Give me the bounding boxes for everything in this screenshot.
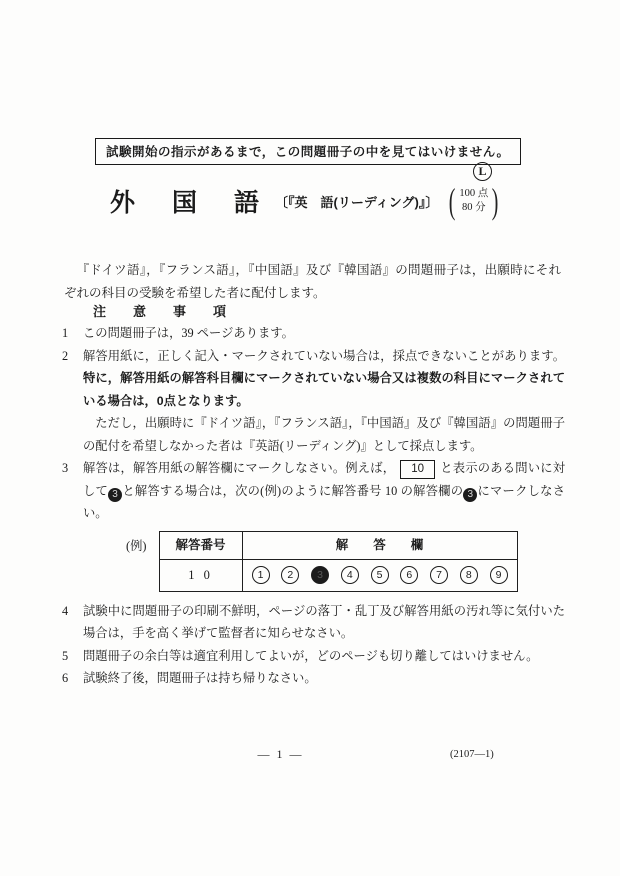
form-code: (2107—1): [450, 749, 494, 760]
answer-number-header: 解答番号: [159, 531, 242, 559]
note-3-seg4: にマークしなさい。: [83, 483, 565, 520]
note-3-seg3: と解答する場合は，次の(例)のように解答番号 10 の解答欄の: [122, 483, 464, 498]
exam-title: 外 国 語: [110, 189, 266, 217]
answer-option: 6: [400, 566, 418, 584]
score-points: 100 点: [459, 188, 489, 199]
note-2-supplement-text: ただし，出願時に『ドイツ語』，『フランス語』，『中国語』及び『韓国語』の問題冊子の配付を希望しなかった者は『英語(リーディング)』として採点します。: [83, 416, 565, 453]
note-text: この問題冊子は，39 ページあります。: [83, 326, 294, 340]
notes-heading: 注 意 事 項: [93, 304, 234, 319]
title-row: [110, 183, 501, 219]
answer-options-strip: [252, 566, 508, 584]
example-data-row: [159, 559, 517, 591]
note-2-plain: 解答用紙に，正しく記入・マークされていない場合は，採点できないことがあります。: [83, 348, 565, 363]
example-header-row: [159, 531, 517, 559]
note-number-spacer: [62, 412, 83, 457]
note-number: 2: [62, 348, 69, 363]
note-text: 試験中に問題冊子の印刷不鮮明，ページの落丁・乱丁及び解答用紙の汚れ等に気付いた場合は，手を高く挙げて監督者に知らせなさい。: [83, 603, 565, 640]
note-number: 5: [62, 648, 69, 663]
exam-subject: 〔『英 語(リーディング)』〕: [275, 194, 439, 210]
score-time-group: [446, 183, 501, 219]
answer-option: 1: [252, 566, 270, 584]
note-text: [83, 345, 565, 413]
answer-option: 7: [430, 566, 448, 584]
note-number: 6: [62, 671, 69, 685]
answer-option: 5: [371, 566, 389, 584]
note-item-6: [62, 667, 565, 690]
time-limit: 80 分: [462, 202, 486, 213]
answer-option: 9: [490, 566, 508, 584]
example-block: [62, 531, 565, 592]
note-item-2-supplement: [62, 412, 565, 457]
note-number: 3: [62, 461, 69, 475]
note-text: 問題冊子の余白等は適宜利用してよいが，どのページも切り離してはいけません。: [83, 648, 539, 663]
note-item-2: [62, 345, 565, 413]
note-2-bold-warning: 特に，解答用紙の解答科目欄にマークされていない場合又は複数の科目にマークされている場合は，0点となります。: [83, 371, 565, 408]
answer-column-header: 解 答 欄: [242, 531, 517, 559]
close-paren: ): [491, 181, 499, 221]
filled-circled-digit: 3: [108, 488, 122, 502]
note-3-seg2: と表示のある問いに対して: [83, 461, 565, 498]
notes-list: [62, 322, 565, 690]
circled-letter-mark: [473, 162, 492, 181]
answer-number-cell: 1 0: [159, 559, 242, 591]
note-item-1: [62, 322, 565, 345]
note-item-3: [62, 457, 565, 525]
answer-option: 2: [281, 566, 299, 584]
answer-option: 3: [311, 566, 329, 584]
intro-paragraph: 『ドイツ語』，『フランス語』，『中国語』及び『韓国語』の問題冊子は，出願時にそれぞれの科目の受験を希望した者に配付します。: [64, 262, 561, 300]
note-number: 1: [62, 326, 69, 340]
note-item-4: [62, 600, 565, 645]
answer-option: 8: [460, 566, 478, 584]
filled-circled-digit: 3: [463, 488, 477, 502]
note-item-5: [62, 645, 565, 668]
corner-mark-letter: L: [478, 164, 487, 178]
page-number: — 1 —: [257, 747, 304, 761]
open-paren: (: [449, 181, 456, 221]
score-stack: [458, 187, 489, 215]
note-number: 4: [62, 603, 69, 618]
example-table: [159, 531, 518, 592]
answer-option: 4: [341, 566, 359, 584]
answer-options-cell: [242, 559, 517, 591]
banner-notice: 試験開始の指示があるまで，この問題冊子の中を見てはいけません。: [95, 138, 521, 165]
note-3-seg1: 解答は，解答用紙の解答欄にマークしなさい。例えば，: [83, 461, 396, 475]
boxed-answer-number: 10: [400, 460, 435, 479]
note-text: [83, 457, 565, 525]
example-label: (例): [126, 538, 147, 553]
note-text: 試験終了後，問題冊子は持ち帰りなさい。: [83, 671, 317, 685]
